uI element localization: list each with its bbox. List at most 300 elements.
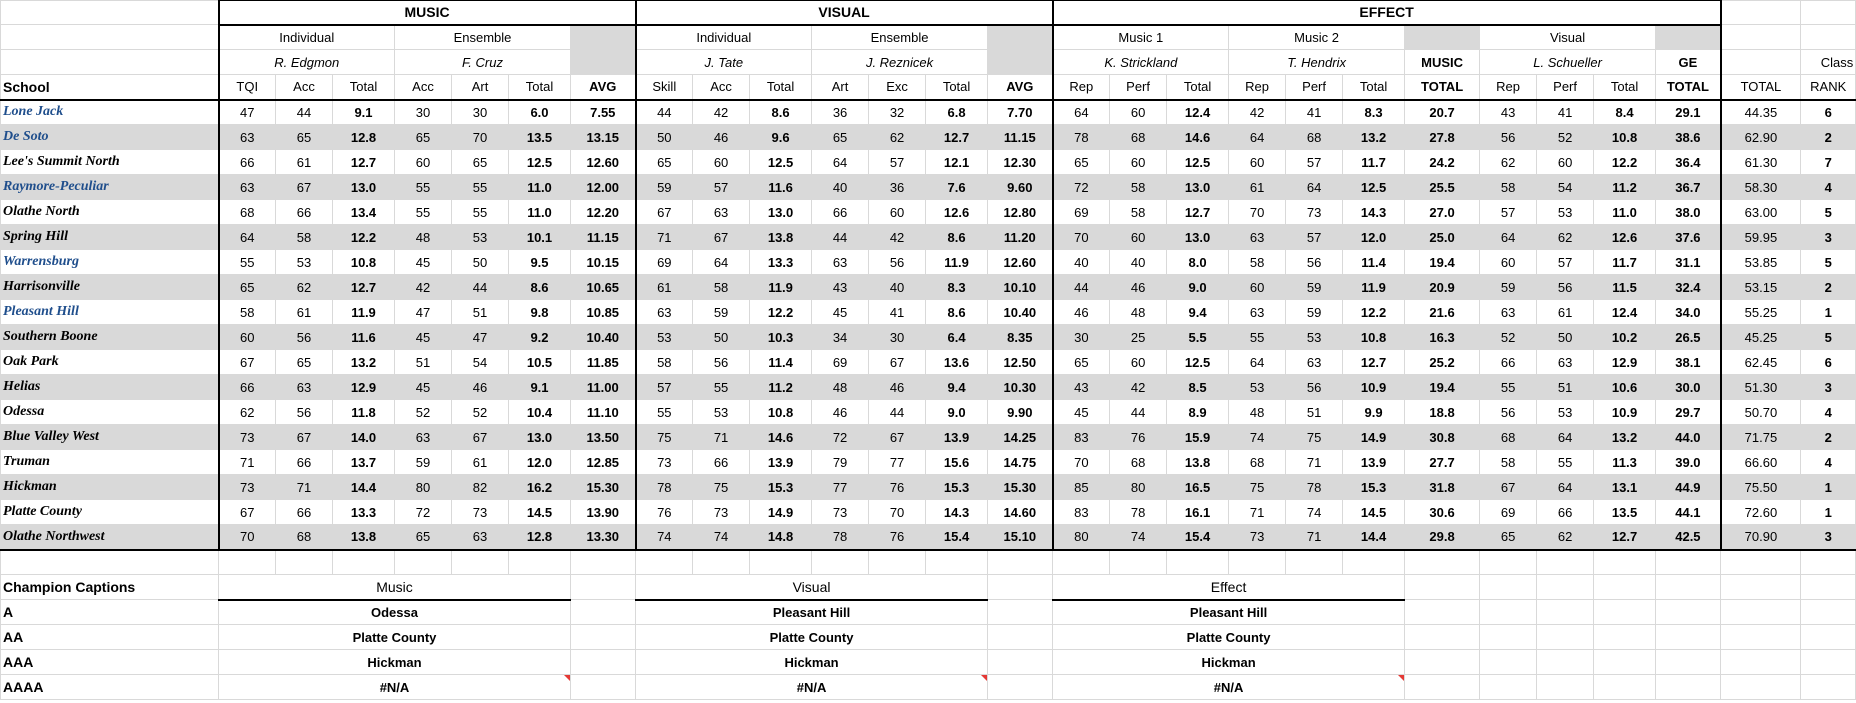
score-cell[interactable]: 15.3 [750,475,812,500]
blank-cell[interactable] [1405,550,1480,575]
score-cell[interactable]: 55 [452,175,509,200]
blank-cell[interactable] [571,550,636,575]
score-cell[interactable]: 16.1 [1167,500,1229,525]
score-cell[interactable]: 72 [812,425,869,450]
score-cell[interactable]: 47 [452,325,509,350]
score-cell[interactable]: 65 [276,350,333,375]
score-cell[interactable]: 12.4 [1594,300,1656,325]
score-cell[interactable]: 36 [812,100,869,125]
score-cell[interactable]: 11.0 [509,175,571,200]
score-cell[interactable]: 13.0 [1167,225,1229,250]
score-cell[interactable]: 14.0 [333,425,395,450]
score-cell[interactable]: 62 [869,125,926,150]
score-cell[interactable]: 8.0 [1167,250,1229,275]
score-cell[interactable]: 60 [1229,150,1286,175]
score-cell[interactable]: 16.3 [1405,325,1480,350]
score-cell[interactable]: 9.6 [750,125,812,150]
score-cell[interactable]: 44 [812,225,869,250]
score-cell[interactable]: 30.8 [1405,425,1480,450]
score-cell[interactable]: 11.7 [1343,150,1405,175]
score-cell[interactable]: 56 [693,350,750,375]
score-cell[interactable]: 67 [219,350,276,375]
score-cell[interactable]: 58 [636,350,693,375]
score-cell[interactable]: 43 [1480,100,1537,125]
score-cell[interactable]: 16.2 [509,475,571,500]
score-cell[interactable]: 9.2 [509,325,571,350]
score-cell[interactable]: 61.30 [1721,150,1801,175]
blank-cell[interactable] [571,575,636,600]
score-cell[interactable]: 13.30 [571,525,636,550]
blank-cell[interactable] [1110,550,1167,575]
score-cell[interactable]: 55 [1537,450,1594,475]
score-cell[interactable]: 53 [276,250,333,275]
score-cell[interactable]: 53 [1537,400,1594,425]
score-cell[interactable]: 63 [219,175,276,200]
score-cell[interactable]: 60 [1110,350,1167,375]
caption-effect-champion[interactable]: Platte County [1053,625,1405,650]
score-cell[interactable]: 3 [1801,375,1856,400]
score-cell[interactable]: 71 [219,450,276,475]
blank-cell[interactable] [1721,625,1801,650]
score-cell[interactable]: 34.0 [1656,300,1721,325]
score-cell[interactable]: 67 [869,425,926,450]
score-cell[interactable]: 54 [452,350,509,375]
score-cell[interactable]: 12.60 [988,250,1053,275]
blank-cell[interactable] [1405,625,1480,650]
score-cell[interactable]: 56 [1480,400,1537,425]
score-cell[interactable]: 11.15 [571,225,636,250]
score-cell[interactable]: 12.9 [1594,350,1656,375]
score-cell[interactable]: 53 [1286,325,1343,350]
score-cell[interactable]: 63 [1286,350,1343,375]
score-cell[interactable]: 8.3 [1343,100,1405,125]
score-cell[interactable]: 19.4 [1405,250,1480,275]
score-cell[interactable]: 66 [219,375,276,400]
score-cell[interactable]: 53 [1537,200,1594,225]
score-cell[interactable]: 44 [1053,275,1110,300]
blank-cell[interactable] [276,550,333,575]
score-cell[interactable]: 8.6 [750,100,812,125]
blank-cell[interactable] [1721,1,1801,25]
score-cell[interactable]: 10.10 [988,275,1053,300]
score-cell[interactable]: 15.10 [988,525,1053,550]
caption-music-champion[interactable]: Odessa [219,600,571,625]
score-cell[interactable]: 51.30 [1721,375,1801,400]
score-cell[interactable]: 66 [1537,500,1594,525]
score-cell[interactable]: 70.90 [1721,525,1801,550]
score-cell[interactable]: 5.5 [1167,325,1229,350]
score-cell[interactable]: 13.0 [750,200,812,225]
blank-cell[interactable] [1656,550,1721,575]
score-cell[interactable]: 11.9 [333,300,395,325]
score-cell[interactable]: 43 [1053,375,1110,400]
score-cell[interactable]: 53 [1229,375,1286,400]
score-cell[interactable]: 78 [1053,125,1110,150]
caption-effect-champion[interactable]: Hickman [1053,650,1405,675]
blank-cell[interactable] [452,550,509,575]
score-cell[interactable]: 67 [452,425,509,450]
score-cell[interactable]: 37.6 [1656,225,1721,250]
score-cell[interactable]: 52 [1537,125,1594,150]
score-cell[interactable]: 10.8 [1594,125,1656,150]
score-cell[interactable]: 58 [219,300,276,325]
score-cell[interactable]: 11.4 [1343,250,1405,275]
score-cell[interactable]: 12.5 [750,150,812,175]
school-name-cell[interactable]: Lee's Summit North [1,150,219,175]
score-cell[interactable]: 31.1 [1656,250,1721,275]
score-cell[interactable]: 71 [276,475,333,500]
score-cell[interactable]: 66 [276,500,333,525]
score-cell[interactable]: 65 [276,125,333,150]
score-cell[interactable]: 12.80 [988,200,1053,225]
caption-music-champion[interactable]: Hickman [219,650,571,675]
score-cell[interactable]: 78 [812,525,869,550]
score-cell[interactable]: 11.6 [750,175,812,200]
score-cell[interactable]: 14.9 [1343,425,1405,450]
score-cell[interactable]: 11.5 [1594,275,1656,300]
score-cell[interactable]: 58 [1229,250,1286,275]
blank-cell[interactable] [1721,675,1801,700]
score-cell[interactable]: 16.5 [1167,475,1229,500]
score-cell[interactable]: 11.10 [571,400,636,425]
score-cell[interactable]: 65 [636,150,693,175]
score-cell[interactable]: 12.5 [1343,175,1405,200]
school-name-cell[interactable]: Odessa [1,400,219,425]
score-cell[interactable]: 48 [812,375,869,400]
score-cell[interactable]: 43 [812,275,869,300]
score-cell[interactable]: 62.45 [1721,350,1801,375]
blank-cell[interactable] [988,550,1053,575]
score-cell[interactable]: 10.9 [1594,400,1656,425]
score-cell[interactable]: 67 [869,350,926,375]
score-cell[interactable]: 12.7 [333,150,395,175]
score-cell[interactable]: 71 [1286,525,1343,550]
score-cell[interactable]: 68 [219,200,276,225]
score-cell[interactable]: 12.1 [926,150,988,175]
score-cell[interactable]: 12.6 [1594,225,1656,250]
school-name-cell[interactable]: Warrensburg [1,250,219,275]
score-cell[interactable]: 62 [219,400,276,425]
score-cell[interactable]: 60 [1110,225,1167,250]
score-cell[interactable]: 57 [1286,150,1343,175]
score-cell[interactable]: 55 [395,200,452,225]
score-cell[interactable]: 14.4 [333,475,395,500]
score-cell[interactable]: 73 [452,500,509,525]
score-cell[interactable]: 75 [1229,475,1286,500]
caption-visual-champion[interactable]: #N/A [636,675,988,700]
score-cell[interactable]: 79 [812,450,869,475]
score-cell[interactable]: 55 [1480,375,1537,400]
score-cell[interactable]: 46 [693,125,750,150]
score-cell[interactable]: 14.60 [988,500,1053,525]
score-cell[interactable]: 70 [1053,225,1110,250]
score-cell[interactable]: 73 [693,500,750,525]
score-cell[interactable]: 10.65 [571,275,636,300]
score-cell[interactable]: 53 [636,325,693,350]
score-cell[interactable]: 29.8 [1405,525,1480,550]
score-cell[interactable]: 10.5 [509,350,571,375]
score-cell[interactable]: 13.3 [750,250,812,275]
score-cell[interactable]: 69 [812,350,869,375]
score-cell[interactable]: 13.6 [926,350,988,375]
score-cell[interactable]: 59 [1286,300,1343,325]
score-cell[interactable]: 65 [1480,525,1537,550]
blank-cell[interactable] [1405,675,1480,700]
school-name-cell[interactable]: Raymore-Peculiar [1,175,219,200]
blank-cell[interactable] [926,550,988,575]
score-cell[interactable]: 5 [1801,200,1856,225]
score-cell[interactable]: 70 [869,500,926,525]
blank-cell[interactable] [693,550,750,575]
score-cell[interactable]: 13.0 [509,425,571,450]
score-cell[interactable]: 9.1 [333,100,395,125]
score-cell[interactable]: 13.0 [333,175,395,200]
score-cell[interactable]: 38.0 [1656,200,1721,225]
score-cell[interactable]: 61 [276,150,333,175]
score-cell[interactable]: 66 [812,200,869,225]
blank-cell[interactable] [1167,550,1229,575]
school-name-cell[interactable]: Pleasant Hill [1,300,219,325]
score-cell[interactable]: 63 [1229,300,1286,325]
blank-cell[interactable] [988,575,1053,600]
score-cell[interactable]: 44 [636,100,693,125]
blank-cell[interactable] [1480,550,1537,575]
score-cell[interactable]: 7.55 [571,100,636,125]
score-cell[interactable]: 11.3 [1594,450,1656,475]
score-cell[interactable]: 12.6 [926,200,988,225]
score-cell[interactable]: 70 [1229,200,1286,225]
score-cell[interactable]: 53.85 [1721,250,1801,275]
score-cell[interactable]: 15.4 [1167,525,1229,550]
score-cell[interactable]: 12.9 [333,375,395,400]
score-cell[interactable]: 10.8 [1343,325,1405,350]
score-cell[interactable]: 44.35 [1721,100,1801,125]
score-cell[interactable]: 10.8 [333,250,395,275]
score-cell[interactable]: 46 [452,375,509,400]
school-name-cell[interactable]: Platte County [1,500,219,525]
score-cell[interactable]: 46 [812,400,869,425]
score-cell[interactable]: 72 [395,500,452,525]
score-cell[interactable]: 71 [636,225,693,250]
score-cell[interactable]: 56 [1286,250,1343,275]
score-cell[interactable]: 10.3 [750,325,812,350]
score-cell[interactable]: 58.30 [1721,175,1801,200]
score-cell[interactable]: 13.5 [509,125,571,150]
score-cell[interactable]: 10.6 [1594,375,1656,400]
blank-cell[interactable] [1537,575,1594,600]
score-cell[interactable]: 32 [869,100,926,125]
score-cell[interactable]: 9.4 [1167,300,1229,325]
score-cell[interactable]: 74 [693,525,750,550]
score-cell[interactable]: 1 [1801,475,1856,500]
score-cell[interactable]: 10.9 [1343,375,1405,400]
score-cell[interactable]: 57 [1480,200,1537,225]
score-cell[interactable]: 65 [219,275,276,300]
score-cell[interactable]: 8.5 [1167,375,1229,400]
score-cell[interactable]: 68 [1229,450,1286,475]
score-cell[interactable]: 76 [869,475,926,500]
score-cell[interactable]: 25 [1110,325,1167,350]
score-cell[interactable]: 29.7 [1656,400,1721,425]
score-cell[interactable]: 64 [1229,125,1286,150]
score-cell[interactable]: 15.6 [926,450,988,475]
score-cell[interactable]: 12.4 [1167,100,1229,125]
score-cell[interactable]: 67 [276,425,333,450]
score-cell[interactable]: 69 [1480,500,1537,525]
score-cell[interactable]: 78 [636,475,693,500]
score-cell[interactable]: 9.5 [509,250,571,275]
score-cell[interactable]: 26.5 [1656,325,1721,350]
score-cell[interactable]: 39.0 [1656,450,1721,475]
score-cell[interactable]: 12.20 [571,200,636,225]
score-cell[interactable]: 66 [219,150,276,175]
caption-effect-champion[interactable]: Pleasant Hill [1053,600,1405,625]
score-cell[interactable]: 52 [1480,325,1537,350]
score-cell[interactable]: 12.0 [509,450,571,475]
blank-cell[interactable] [333,550,395,575]
blank-cell[interactable] [1594,550,1656,575]
score-cell[interactable]: 51 [1286,400,1343,425]
score-cell[interactable]: 60 [693,150,750,175]
score-cell[interactable]: 80 [1110,475,1167,500]
score-cell[interactable]: 12.7 [926,125,988,150]
score-cell[interactable]: 63 [1480,300,1537,325]
blank-cell[interactable] [988,650,1053,675]
score-cell[interactable]: 13.9 [1343,450,1405,475]
blank-cell[interactable] [1480,650,1537,675]
score-cell[interactable]: 60 [1229,275,1286,300]
score-cell[interactable]: 13.8 [333,525,395,550]
score-cell[interactable]: 54 [1537,175,1594,200]
score-cell[interactable]: 13.9 [750,450,812,475]
score-cell[interactable]: 10.1 [509,225,571,250]
score-cell[interactable]: 18.8 [1405,400,1480,425]
caption-effect-champion[interactable]: #N/A [1053,675,1405,700]
caption-visual-champion[interactable]: Platte County [636,625,988,650]
score-cell[interactable]: 44 [276,100,333,125]
score-cell[interactable]: 41 [1537,100,1594,125]
score-cell[interactable]: 71 [693,425,750,450]
school-name-cell[interactable]: Lone Jack [1,100,219,125]
blank-cell[interactable] [636,550,693,575]
score-cell[interactable]: 9.1 [509,375,571,400]
score-cell[interactable]: 63 [219,125,276,150]
score-cell[interactable]: 30.6 [1405,500,1480,525]
score-cell[interactable]: 11.7 [1594,250,1656,275]
score-cell[interactable]: 44.0 [1656,425,1721,450]
score-cell[interactable]: 63 [1229,225,1286,250]
blank-cell[interactable] [988,600,1053,625]
school-name-cell[interactable]: Helias [1,375,219,400]
score-cell[interactable]: 77 [869,450,926,475]
blank-cell[interactable] [1537,550,1594,575]
score-cell[interactable]: 59 [636,175,693,200]
score-cell[interactable]: 40 [1053,250,1110,275]
score-cell[interactable]: 61 [276,300,333,325]
score-cell[interactable]: 77 [812,475,869,500]
score-cell[interactable]: 67 [219,500,276,525]
score-cell[interactable]: 3 [1801,525,1856,550]
score-cell[interactable]: 42 [693,100,750,125]
score-cell[interactable]: 11.9 [926,250,988,275]
blank-cell[interactable] [1801,650,1856,675]
score-cell[interactable]: 11.2 [750,375,812,400]
score-cell[interactable]: 11.00 [571,375,636,400]
score-cell[interactable]: 15.30 [571,475,636,500]
score-cell[interactable]: 9.0 [926,400,988,425]
score-cell[interactable]: 14.3 [1343,200,1405,225]
score-cell[interactable]: 71 [1286,450,1343,475]
score-cell[interactable]: 8.9 [1167,400,1229,425]
score-cell[interactable]: 53 [693,400,750,425]
school-name-cell[interactable]: Olathe North [1,200,219,225]
blank-cell[interactable] [1405,650,1480,675]
score-cell[interactable]: 2 [1801,425,1856,450]
score-cell[interactable]: 8.6 [509,275,571,300]
score-cell[interactable]: 11.4 [750,350,812,375]
score-cell[interactable]: 78 [1110,500,1167,525]
score-cell[interactable]: 12.5 [509,150,571,175]
score-cell[interactable]: 12.2 [1594,150,1656,175]
score-cell[interactable]: 60 [1480,250,1537,275]
score-cell[interactable]: 38.6 [1656,125,1721,150]
score-cell[interactable]: 47 [395,300,452,325]
score-cell[interactable]: 11.9 [1343,275,1405,300]
score-cell[interactable]: 57 [636,375,693,400]
blank-cell[interactable] [1721,575,1801,600]
score-cell[interactable]: 15.30 [988,475,1053,500]
score-cell[interactable]: 13.2 [1594,425,1656,450]
score-cell[interactable]: 36.7 [1656,175,1721,200]
score-cell[interactable]: 8.6 [926,225,988,250]
score-cell[interactable]: 11.85 [571,350,636,375]
score-cell[interactable]: 65 [395,525,452,550]
score-cell[interactable]: 66.60 [1721,450,1801,475]
score-cell[interactable]: 10.85 [571,300,636,325]
score-cell[interactable]: 64 [1229,350,1286,375]
blank-cell[interactable] [1,550,219,575]
score-cell[interactable]: 9.4 [926,375,988,400]
score-cell[interactable]: 70 [1053,450,1110,475]
score-cell[interactable]: 48 [395,225,452,250]
score-cell[interactable]: 56 [1286,375,1343,400]
score-cell[interactable]: 55 [1229,325,1286,350]
blank-cell[interactable] [1656,675,1721,700]
score-cell[interactable]: 75 [636,425,693,450]
caption-visual-champion[interactable]: Pleasant Hill [636,600,988,625]
score-cell[interactable]: 45.25 [1721,325,1801,350]
score-cell[interactable]: 46 [1053,300,1110,325]
school-name-cell[interactable]: Southern Boone [1,325,219,350]
caption-visual-champion[interactable]: Hickman [636,650,988,675]
blank-cell[interactable] [1721,550,1801,575]
score-cell[interactable]: 12.2 [750,300,812,325]
score-cell[interactable]: 64 [693,250,750,275]
blank-cell[interactable] [1405,575,1480,600]
score-cell[interactable]: 29.1 [1656,100,1721,125]
blank-cell[interactable] [1801,25,1856,50]
score-cell[interactable]: 70 [219,525,276,550]
score-cell[interactable]: 9.0 [1167,275,1229,300]
score-cell[interactable]: 63 [276,375,333,400]
score-cell[interactable]: 51 [1537,375,1594,400]
score-cell[interactable]: 36 [869,175,926,200]
blank-cell[interactable] [1594,625,1656,650]
score-cell[interactable]: 14.75 [988,450,1053,475]
score-cell[interactable]: 38.1 [1656,350,1721,375]
blank-cell[interactable] [1480,675,1537,700]
score-cell[interactable]: 45 [395,250,452,275]
